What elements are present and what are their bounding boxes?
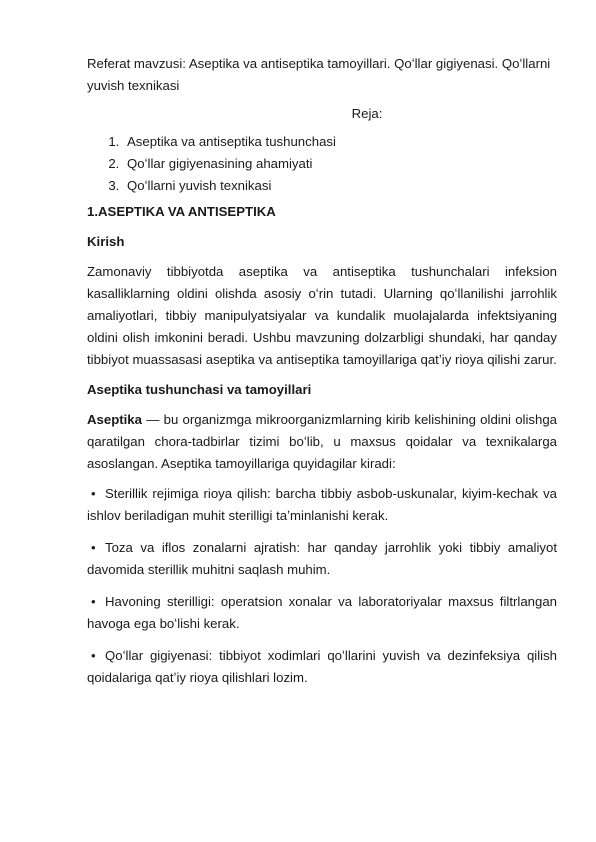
plan-heading: Reja: — [351, 106, 383, 121]
plan-list — [87, 131, 557, 197]
bullet-icon: • — [91, 486, 96, 501]
bullet-item — [87, 537, 557, 581]
bullet-text: Sterillik rejimiga rioya qilish: barcha tibbiy asbob-uskunalar, kiyim-kechak va ishlov beriladigan muhit sterilligi taʼminlanishi kerak. — [87, 486, 557, 523]
document-title: Referat mavzusi: Aseptika va antiseptika tamoyillari. Qoʻllar gigiyenasi. Qoʻllarni yuvish texnikasi — [87, 56, 551, 93]
section-heading: 1.ASEPTIKA VA ANTISEPTIKA — [87, 204, 276, 219]
bullet-text: Havoning sterilligi: operatsion xonalar va laboratoriyalar maxsus filtrlangan havoga ega boʻlishi kerak. — [87, 594, 557, 631]
definition-text: — bu organizmga mikroorganizmlarning kirib kelishining oldini olishga qaratilgan chora-tadbirlar tizimi boʻlib, u maxsus qoidalar va texnikalarga asoslangan. Aseptika tamoyillariga quyidagilar kiradi: — [87, 412, 557, 471]
definition-term: Aseptika — [87, 412, 142, 427]
bullet-item — [87, 591, 557, 635]
intro-paragraph: Zamonaviy tibbiyotda aseptika va antiseptika tushunchalari infeksion kasalliklarning oldini olishda asosiy oʻrin tutadi. Ularning qoʻllanilishi jarrohlik amaliyotlari, tibbiy manipulyatsiyalar va kundalik muolajalarda infektsiyaning oldini olish imkonini beradi. Ushbu mavzuning dolzarbligi shundaki, har qanday tibbiyot muassasasi aseptika va antiseptika tamoyillariga qatʼiy rioya qilishi zarur. — [87, 264, 557, 367]
bullet-text: Toza va iflos zonalarni ajratish: har qanday jarrohlik yoki tibbiy amaliyot davomida sterillik muhitni saqlash muhim. — [87, 540, 557, 577]
plan-item: 1. Aseptika va antiseptika tushunchasi — [123, 131, 557, 153]
bullet-item — [87, 483, 557, 527]
bullet-item — [87, 645, 557, 689]
intro-heading: Kirish — [87, 234, 125, 249]
bullet-icon: • — [91, 540, 96, 555]
bullet-icon: • — [91, 594, 96, 609]
bullet-icon: • — [91, 648, 96, 663]
plan-item: 3. Qoʻllarni yuvish texnikasi — [123, 175, 557, 197]
plan-item: 2. Qoʻllar gigiyenasining ahamiyati — [123, 153, 557, 175]
bullet-text: Qoʻllar gigiyenasi: tibbiyot xodimlari qoʻllarini yuvish va dezinfeksiya qilish qoidalariga qatʼiy rioya qilishlari lozim. — [87, 648, 557, 685]
definition-paragraph — [87, 409, 557, 475]
subsection-heading: Aseptika tushunchasi va tamoyillari — [87, 382, 312, 397]
